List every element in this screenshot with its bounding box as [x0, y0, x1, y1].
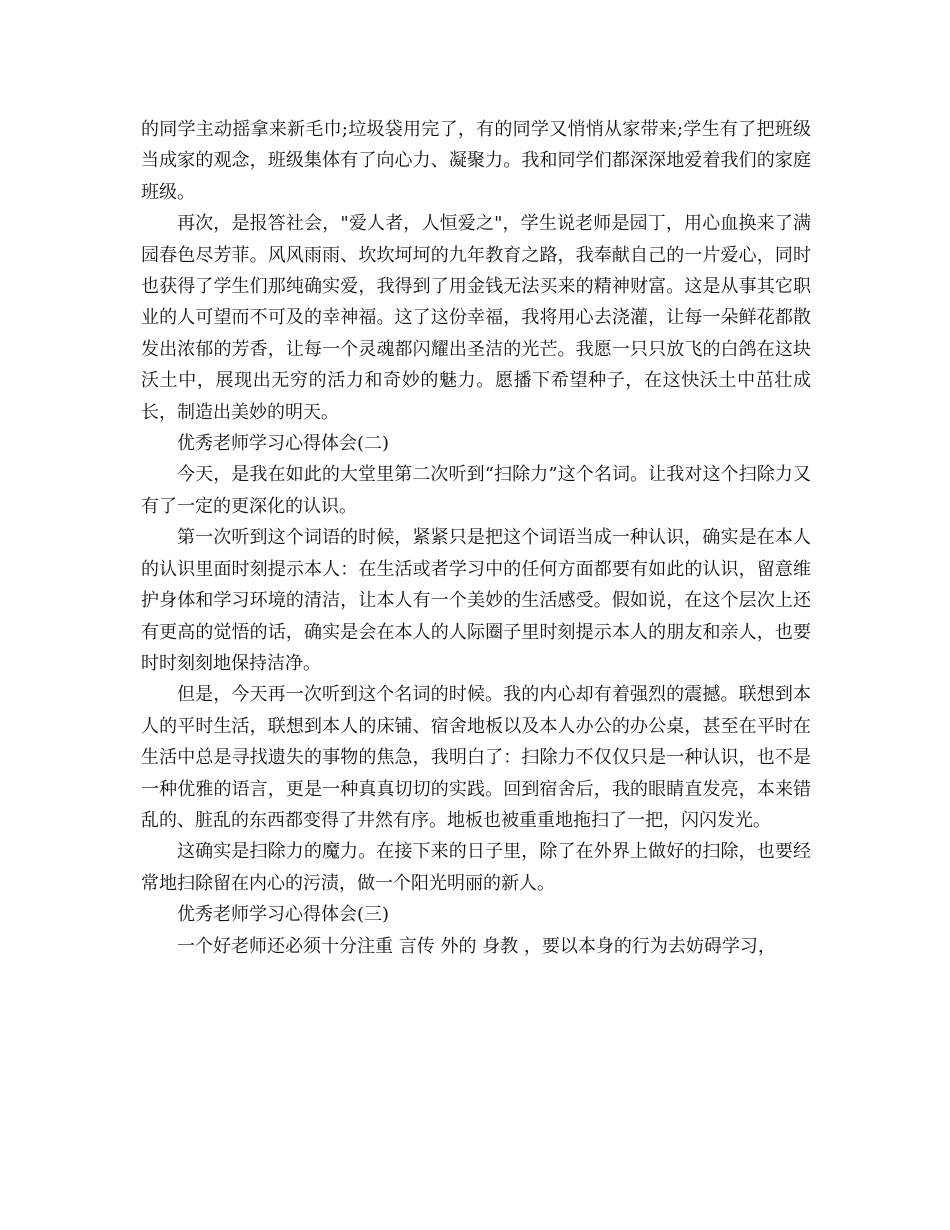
- paragraph-repay-society: 再次，是报答社会，"爱人者，人恒爱之"，学生说老师是园丁，用心血换来了满园春色尽芳菲。风风雨雨、坎坎坷坷的九年教育之路，我奉献自己的一片爱心，同时也获得了学生们那纯确实爱，我得到了用金钱无法买来的精神财富。这是从事其它职业的人可望而不可及的幸神福。这了这份幸福，我将用心去浇灌，让每一朵鲜花都散发出浓郁的芳香，让每一个灵魂都闪耀出圣洁的光芒。我愿一只只放飞的白鸽在这块沃土中，展现出无穷的活力和奇妙的魅力。愿播下希望种子，在这快沃土中茁壮成长，制造出美妙的明天。: [141, 213, 811, 423]
- paragraph-intro-cleaning-power: 今天，是我在如此的大堂里第二次听到“扫除力”这个名词。让我对这个扫除力又有了一定的更深化的认识。: [141, 464, 811, 517]
- section-heading-2: 优秀老师学习心得体会(二): [177, 433, 390, 455]
- paragraph-good-teacher: 一个好老师还必须十分注重 言传 外的 身教 ，要以本身的行为去妨碍学习，: [177, 935, 776, 957]
- paragraph-today-again: 但是，今天再一次听到这个名词的时候。我的内心却有着强烈的震撼。联想到本人的平时生活，联想到本人的床铺、宿舍地板以及本人办公的办公桌，甚至在平时在生活中总是寻找遗失的事物的焦急，我明白了：扫除力不仅仅只是一种认识，也不是一种优雅的语言，更是一种真真切切的实践。回到宿舍后，我的眼睛直发亮，本来错乱的、脏乱的东西都变得了井然有序。地板也被重重地拖扫了一把，闪闪发光。: [141, 684, 811, 831]
- document-body: [141, 114, 811, 962]
- paragraph-first-time: 第一次听到这个词语的时候，紧紧只是把这个词语当成一种认识，确实是在本人的认识里面时刻提示本人：在生活或者学习中的任何方面都要有如此的认识，留意维护身体和学习环境的清洁，让本人有一个美妙的生活感受。假如说，在这个层次上还有更高的觉悟的话，确实是会在本人的人际圈子里时刻提示本人的朋友和亲人，也要时时刻刻地保持洁净。: [141, 527, 811, 674]
- section-heading-3: 优秀老师学习心得体会(三): [177, 904, 390, 926]
- paragraph-continuation: 的同学主动摇拿来新毛巾;垃圾袋用完了，有的同学又悄悄从家带来;学生有了把班级当成家的观念，班级集体有了向心力、凝聚力。我和同学们都深深地爱着我们的家庭班级。: [141, 119, 811, 203]
- paragraph-magic: 这确实是扫除力的魔力。在接下来的日子里，除了在外界上做好的扫除，也要经常地扫除留在内心的污渍，做一个阳光明丽的新人。: [141, 841, 811, 894]
